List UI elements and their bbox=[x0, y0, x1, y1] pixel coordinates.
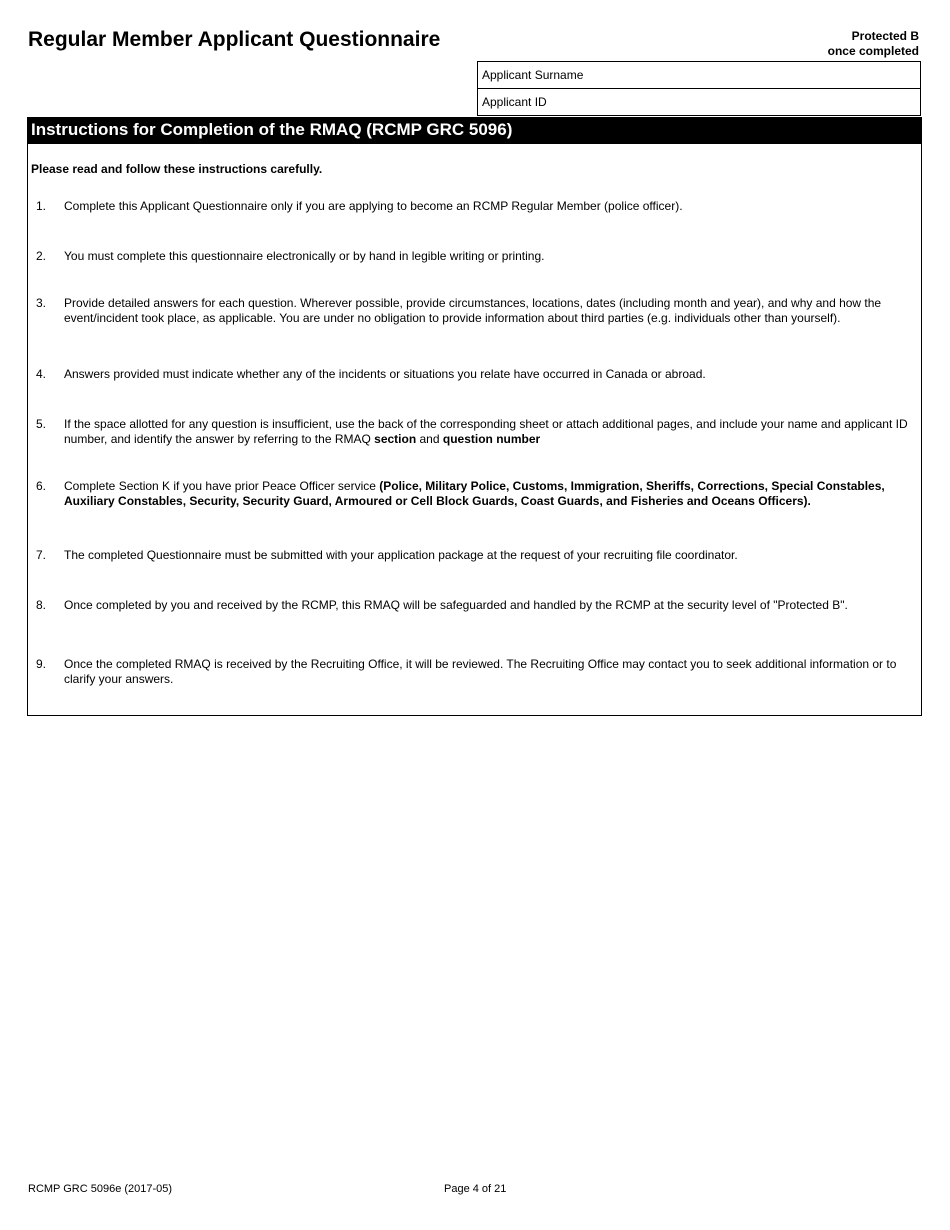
instruction-number: 9. bbox=[36, 657, 47, 671]
instruction-text-part: and bbox=[416, 432, 443, 446]
instruction-text bbox=[64, 417, 915, 447]
instruction-number: 8. bbox=[36, 598, 47, 612]
instruction-number: 7. bbox=[36, 548, 47, 562]
instruction-text-part: Complete Section K if you have prior Peace Officer service bbox=[64, 479, 380, 493]
instruction-number: 3. bbox=[36, 296, 47, 310]
instruction-text: Answers provided must indicate whether any of the incidents or situations you relate have occurred in Canada or abroad. bbox=[64, 367, 706, 381]
applicant-id-label: Applicant ID bbox=[482, 95, 547, 109]
instruction-text: Complete this Applicant Questionnaire only if you are applying to become an RCMP Regular Member (police officer). bbox=[64, 199, 683, 213]
applicant-id-field[interactable] bbox=[477, 88, 921, 116]
instruction-number: 1. bbox=[36, 199, 47, 213]
instruction-number: 2. bbox=[36, 249, 47, 263]
instruction-text bbox=[64, 479, 915, 509]
instruction-bold-part: question number bbox=[442, 432, 541, 446]
applicant-surname-label: Applicant Surname bbox=[482, 68, 584, 82]
instruction-text: Once the completed RMAQ is received by the Recruiting Office, it will be reviewed. The Recruiting Office may contact you to seek additional information or to clarify your answers. bbox=[64, 657, 897, 686]
instruction-number: 4. bbox=[36, 367, 47, 381]
applicant-surname-input[interactable] bbox=[588, 66, 916, 84]
instruction-text-part: If the space allotted for any question is insufficient, use the back of the corresponding sheet or attach additional pages, and include your name and applicant ID number, and identify the answer by referring to the RMAQ bbox=[64, 417, 908, 446]
applicant-id-input[interactable] bbox=[588, 93, 916, 111]
instruction-bold-part: (Police, Military Police, Customs, Immigration, Sheriffs, Corrections, Special Constables, Auxiliary Constables, Security, Security Guard, Armoured or Cell Block Guards, Coast Guards, and Fisheries and Oceans Officers). bbox=[64, 479, 885, 508]
instruction-number: 6. bbox=[36, 479, 47, 493]
instruction-number: 5. bbox=[36, 417, 47, 431]
classification-line-2: once completed bbox=[827, 44, 919, 58]
page-number: Page 4 of 21 bbox=[444, 1183, 507, 1195]
instructions-section-header: Instructions for Completion of the RMAQ (RCMP GRC 5096) bbox=[27, 117, 922, 144]
instruction-text: You must complete this questionnaire electronically or by hand in legible writing or printing. bbox=[64, 249, 545, 263]
form-identifier: RCMP GRC 5096e (2017-05) bbox=[28, 1183, 173, 1195]
instruction-text: The completed Questionnaire must be submitted with your application package at the request of your recruiting file coordinator. bbox=[64, 548, 738, 562]
classification-line-1: Protected B bbox=[851, 29, 919, 43]
instruction-text: Provide detailed answers for each question. Wherever possible, provide circumstances, locations, dates (including month and year), and why and how the event/incident took place, as applicable. You are under no obligation to provide information about third parties (e.g. individuals other than yourself). bbox=[64, 296, 882, 325]
applicant-surname-field[interactable] bbox=[477, 61, 921, 89]
form-title: Regular Member Applicant Questionnaire bbox=[28, 28, 441, 51]
instructions-section-body bbox=[27, 143, 922, 716]
instruction-bold-part: section bbox=[374, 432, 417, 446]
classification-label bbox=[828, 29, 919, 59]
instructions-intro: Please read and follow these instructions carefully. bbox=[31, 162, 323, 176]
instruction-text: Once completed by you and received by the RCMP, this RMAQ will be safeguarded and handled by the RCMP at the security level of "Protected B". bbox=[64, 598, 848, 612]
